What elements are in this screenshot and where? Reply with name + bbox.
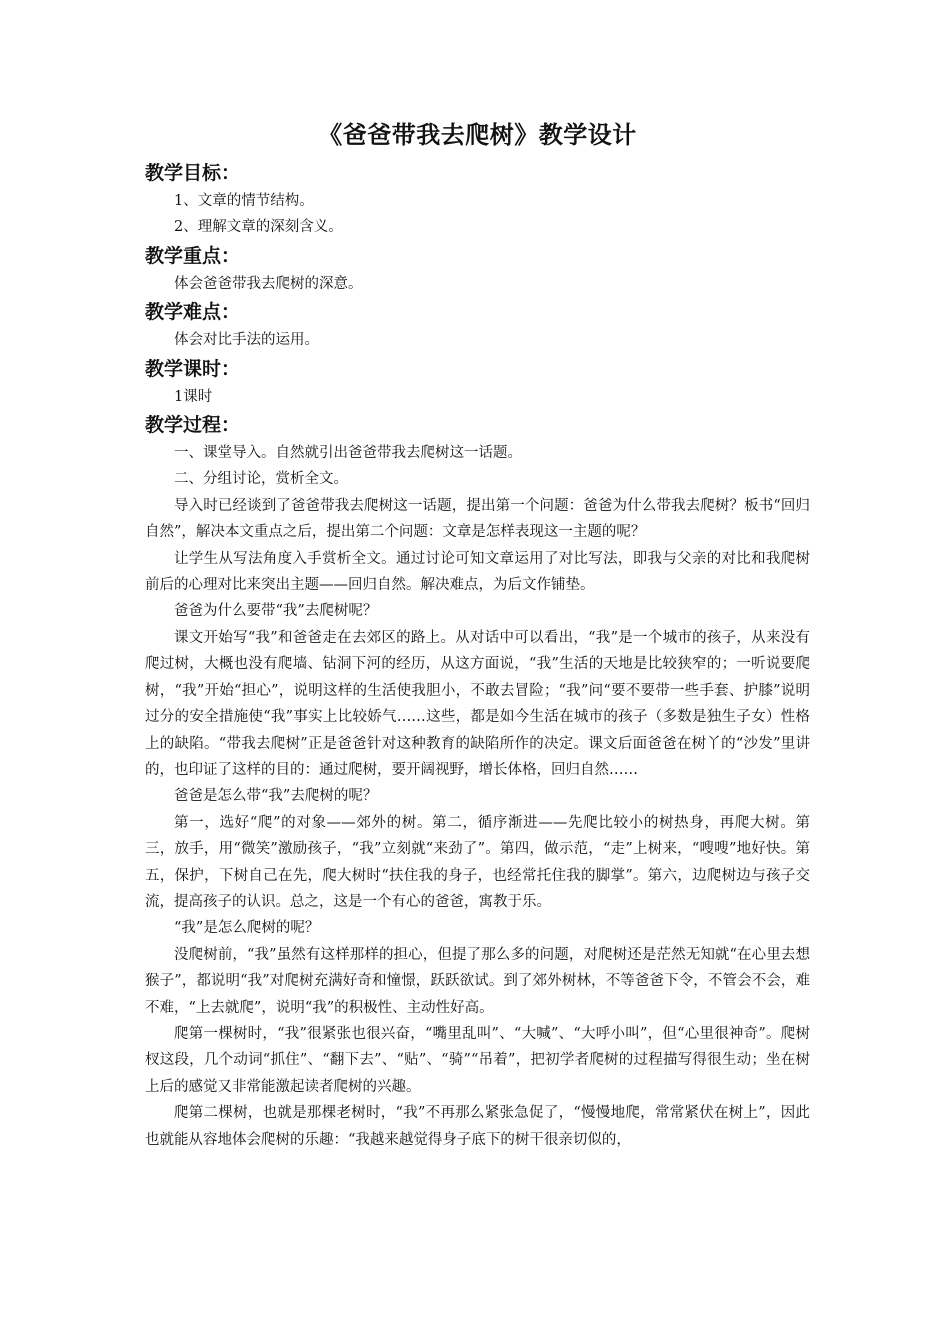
class-hours-heading: 教学课时：: [145, 357, 241, 380]
objective-item-2: 2、理解文章的深刻含义。: [174, 219, 343, 236]
objectives-heading: 教学目标：: [145, 162, 241, 184]
process-paragraph: 爬第二棵树，也就是那棵老树时，“我”不再那么紧张急促了，“慢慢地爬，常常紧伏在树上”，因此也就能从容地体会爬树的乐趣：“我越来越觉得身子底下的树干很亲切似的，: [145, 1105, 810, 1148]
process-paragraph: 二、分组讨论，赏析全文。: [174, 471, 348, 488]
process-paragraph: 一、课堂导入。自然就引出爸爸带我去爬树这一话题。: [174, 445, 522, 462]
process-paragraph: 第一，选好“爬”的对象——郊外的树。第二，循序渐进——先爬比较小的树热身，再爬大树。第三，放手，用“微笑”激励孩子，“我”立刻就“来劲了”。第四，做示范，“走”上树来，“嗖嗖”地好快。第五，保护，下树自己在先，爬大树时“扶住我的身子，也经常托住我的脚掌”。第六，边爬树边与孩子交流，提高孩子的认识。总之，这是一个有心的爸爸，寓教于乐。: [145, 814, 810, 910]
process-heading: 教学过程：: [145, 414, 241, 437]
process-paragraph: 爸爸是怎么带“我”去爬树的呢？: [174, 788, 378, 805]
process-paragraph: 爬第一棵树时，“我”很紧张也很兴奋，“嘴里乱叫”、“大喊”、“大呼小叫”，但“心里很神奇”。爬树杈这段，几个动词“抓住”、“翻下去”、“贴”、“骑”“吊着”，把初学者爬树的过程描写得很生动；坐在树上后的感觉又非常能激起读者爬树的兴趣。: [145, 1025, 810, 1095]
document-page: [145, 118, 810, 1153]
process-paragraph: 没爬树前，“我”虽然有这样那样的担心，但提了那么多的问题，对爬树还是茫然无知就“在心里去想猴子”，都说明“我”对爬树充满好奇和憧憬，跃跃欲试。到了郊外树林，不等爸爸下令，不管会不会，难不难，“上去就爬”，说明“我”的积极性、主动性好高。: [145, 946, 810, 1016]
objective-item-1: 1、文章的情节结构。: [174, 193, 314, 209]
process-paragraph: “我”是怎么爬树的呢？: [174, 920, 320, 937]
document-title: 《爸爸带我去爬树》教学设计: [318, 121, 637, 149]
process-paragraph: 让学生从写法角度入手赏析全文。通过讨论可知文章运用了对比写法，即我与父亲的对比和我爬树前后的心理对比来突出主题——回归自然。解决难点，为后文作铺垫。: [145, 550, 810, 594]
process-paragraph: 爸爸为什么要带“我”去爬树呢？: [174, 603, 378, 620]
class-hours-text: 1课时: [174, 388, 213, 405]
process-paragraph: 课文开始写“我”和爸爸走在去郊区的路上。从对话中可以看出，“我”是一个城市的孩子，从来没有爬过树，大概也没有爬墙、钻洞下河的经历，从这方面说，“我”生活的天地是比较狭窄的；一听说要爬树，“我”开始“担心”，说明这样的生活使我胆小，不敢去冒险；“我”问“要不要带一些手套、护膝”说明过分的安全措施使“我”事实上比较娇气……这些，都是如今生活在城市的孩子（多数是独生子女）性格上的缺陷。“带我去爬树”正是爸爸针对这种教育的缺陷所作的决定。课文后面爸爸在树丫的“沙发”里讲的，也印证了这样的目的：通过爬树，要开阔视野，增长体格，回归自然……: [145, 629, 810, 778]
key-point-heading: 教学重点：: [145, 244, 241, 267]
process-paragraph: 导入时已经谈到了爸爸带我去爬树这一话题，提出第一个问题：爸爸为什么带我去爬树？板书“回归自然”，解决本文重点之后，提出第二个问题：文章是怎样表现这一主题的呢？: [145, 497, 810, 541]
difficulty-text: 体会对比手法的运用。: [174, 332, 319, 349]
difficulty-heading: 教学难点：: [145, 301, 241, 324]
key-point-text: 体会爸爸带我去爬树的深意。: [174, 275, 363, 292]
